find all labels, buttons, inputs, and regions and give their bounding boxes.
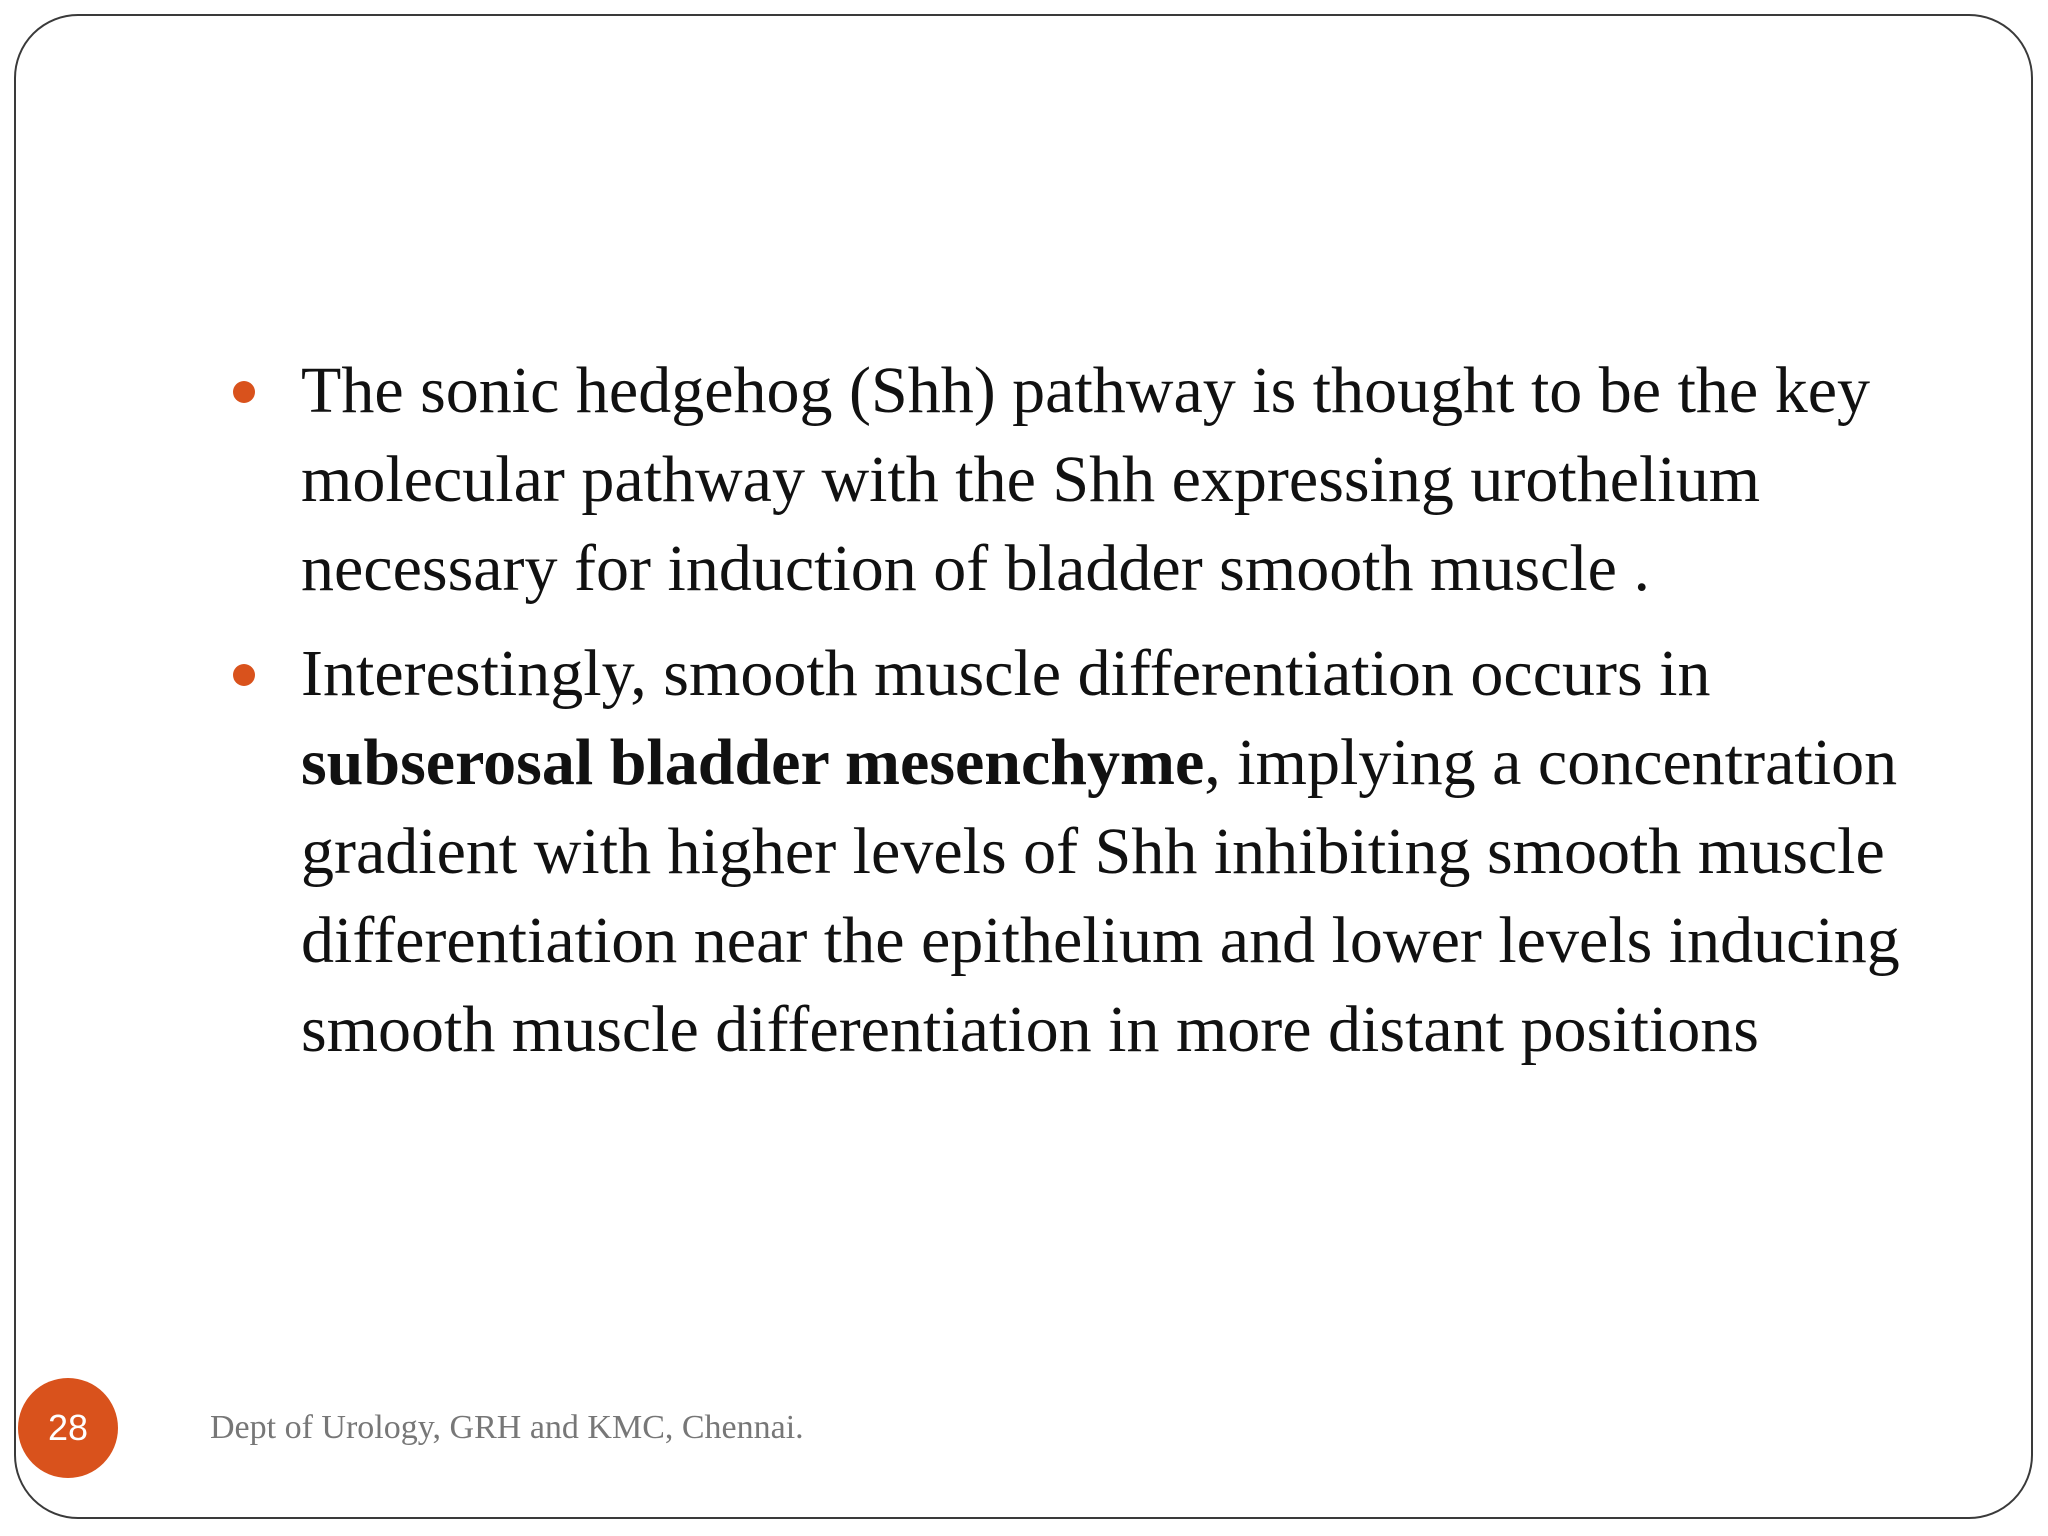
- slide-frame: [14, 14, 2033, 1519]
- bullet-dot-icon: [233, 664, 255, 686]
- bullet-text-2-bold: subserosal bladder mesenchyme: [301, 726, 1205, 799]
- bullet-text-2-after: , implying a concentration gradient with higher levels of Shh inhibiting smooth muscle differentiation near the epithelium and lower levels inducing smooth muscle differentiation in more distant positions: [301, 726, 1900, 1066]
- slide-content: [231, 346, 1951, 1090]
- footer-text: Dept of Urology, GRH and KMC, Chennai.: [210, 1409, 804, 1446]
- slide-number-badge: 28: [18, 1378, 118, 1478]
- bullet-dot-icon: [233, 381, 255, 403]
- bullet-text-1: The sonic hedgehog (Shh) pathway is thought to be the key molecular pathway with the Shh expressing urothelium necessary for induction of bladder smooth muscle .: [301, 354, 1871, 605]
- bullet-item-2: [231, 629, 1951, 1074]
- bullet-item-1: [231, 346, 1951, 613]
- bullet-text-2-before: Interestingly, smooth muscle differentiation occurs in: [301, 637, 1711, 710]
